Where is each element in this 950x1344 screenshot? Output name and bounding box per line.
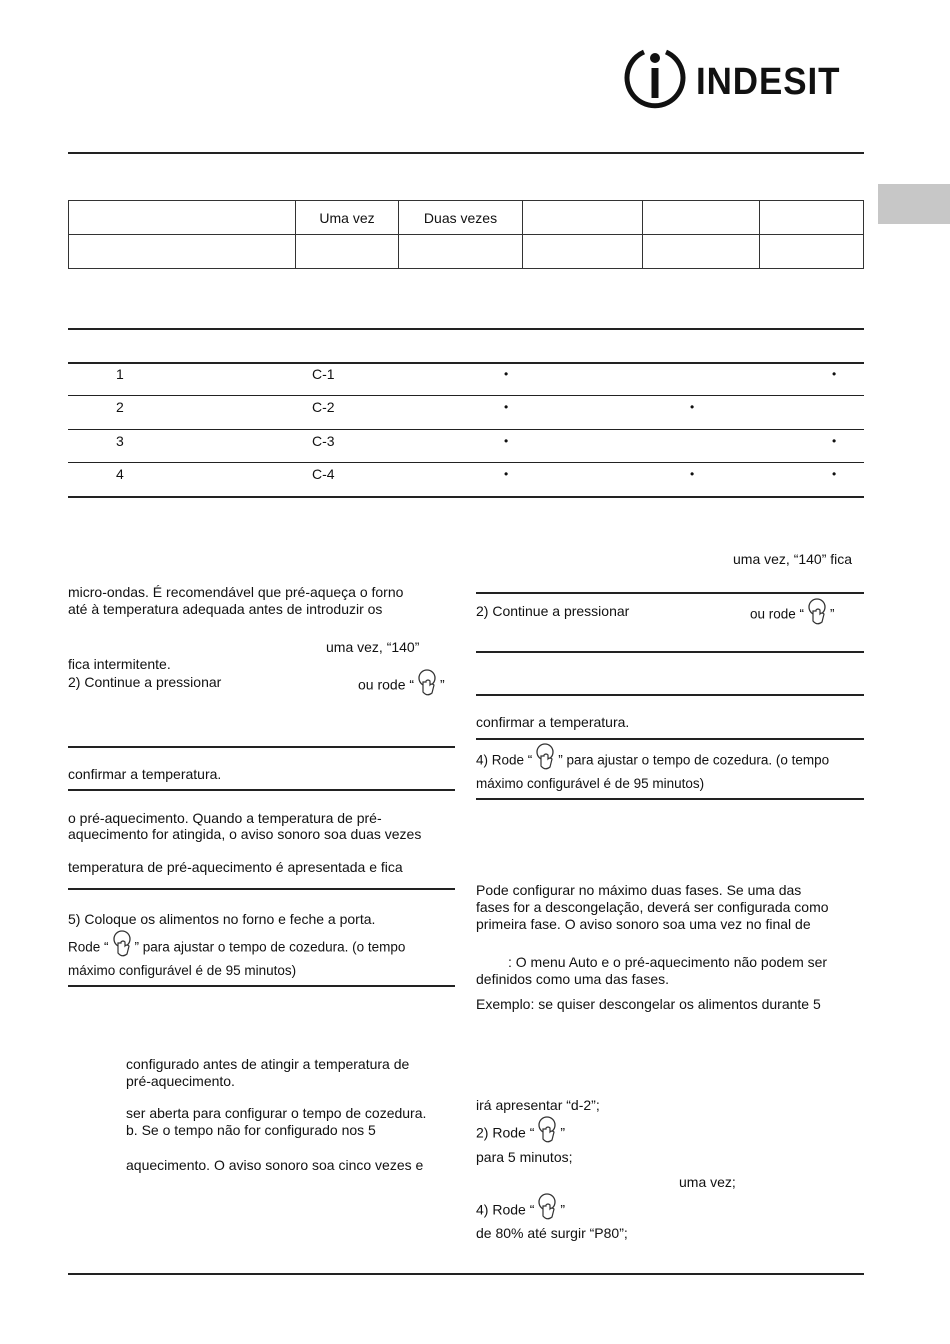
right-step2-or-rotate	[750, 603, 835, 627]
left-rotate-desc: ” para ajustar o tempo de cozedura. (o tempo	[134, 939, 406, 955]
right-step4-rotate-quote: ”	[560, 1201, 566, 1218]
auto-row-bullet: •	[690, 400, 695, 414]
right-para-line: : O menu Auto e o pré-aquecimento não podem ser	[508, 954, 828, 970]
dial-icon	[414, 668, 440, 698]
auto-row-number: 4	[116, 466, 124, 482]
left-step2-or-rotate	[358, 674, 445, 698]
brand-name: INDESIT	[696, 61, 841, 103]
left-step2-or-rotate-label: ou rode “	[358, 676, 415, 693]
right-para-line: Pode configurar no máximo duas fases. Se uma das	[476, 882, 802, 898]
left-text-line: temperatura de pré-aquecimento é apresentada e fica	[68, 859, 403, 875]
beep-table-cell	[760, 201, 864, 235]
right-para-line: primeira fase. O aviso sonoro soa uma vez no final de	[476, 916, 811, 932]
auto-row-code: C-4	[312, 466, 335, 482]
auto-table-rule	[68, 328, 864, 330]
auto-row-number: 3	[116, 433, 124, 449]
left-text-line: o pré-aquecimento. Quando a temperatura de pré-	[68, 810, 382, 826]
auto-row-bullet: •	[504, 367, 509, 381]
auto-row-number: 2	[116, 399, 124, 415]
left-step2-quote: ”	[440, 676, 445, 693]
beep-table-cell	[643, 235, 760, 269]
right-step4-desc: ” para ajustar o tempo de cozedura. (o tempo	[558, 752, 830, 768]
brand-logo	[624, 44, 864, 112]
beep-table-cell	[523, 235, 643, 269]
auto-row-bullet: •	[504, 467, 509, 481]
auto-row-bullet: •	[690, 467, 695, 481]
right-step4-rotate-label: 4) Rode “	[476, 1201, 535, 1218]
auto-row-number: 1	[116, 366, 124, 382]
right-divider	[476, 798, 864, 800]
header-rule	[68, 152, 864, 154]
right-step2-rotate-quote: ”	[560, 1124, 566, 1141]
right-divider	[476, 738, 864, 740]
left-divider	[68, 888, 455, 890]
left-text-line: uma vez, “140”	[326, 639, 420, 655]
beep-table-cell	[643, 201, 760, 235]
auto-table-rule	[68, 429, 864, 430]
right-step2-or-rotate-label: ou rode “	[750, 606, 805, 622]
beep-table-cell	[523, 201, 643, 235]
footer-rule	[68, 1273, 864, 1275]
beep-table-cell	[69, 201, 296, 235]
section-tab-marker	[878, 184, 950, 224]
auto-table-rule	[68, 496, 864, 498]
beep-table-cell	[69, 235, 296, 269]
right-step2-rotate-label: 2) Rode “	[476, 1124, 535, 1141]
right-step4-label: 4) Rode “	[476, 752, 533, 768]
left-divider	[68, 746, 455, 748]
dial-icon	[804, 597, 830, 627]
left-text-line: fica intermitente.	[68, 656, 171, 672]
auto-row-code: C-2	[312, 399, 335, 415]
right-step2-rotate	[476, 1123, 565, 1145]
auto-table-rule	[68, 395, 864, 396]
right-divider	[476, 592, 864, 594]
auto-table-rule	[68, 362, 864, 364]
left-text-line: máximo configurável é de 95 minutos)	[68, 963, 297, 978]
auto-row-bullet: •	[504, 400, 509, 414]
left-divider	[68, 985, 455, 987]
right-step-line: uma vez;	[679, 1174, 736, 1190]
left-divider	[68, 789, 455, 791]
dial-icon	[534, 1115, 560, 1145]
auto-table-rule	[68, 462, 864, 463]
left-rotate-line	[68, 937, 405, 959]
beep-table	[68, 200, 864, 269]
auto-row-code: C-3	[312, 433, 335, 449]
left-text-line: aquecimento for atingida, o aviso sonoro soa duas vezes	[68, 826, 422, 842]
right-step2-text: 2) Continue a pressionar	[476, 603, 630, 619]
left-note-line: pré-aquecimento.	[126, 1073, 235, 1089]
right-para-line: Exemplo: se quiser descongelar os alimentos durante 5	[476, 996, 821, 1012]
right-step-line: para 5 minutos;	[476, 1149, 573, 1165]
left-step5-text: 5) Coloque os alimentos no forno e feche a porta.	[68, 911, 376, 927]
right-divider	[476, 694, 864, 696]
auto-row-code: C-1	[312, 366, 335, 382]
right-step4-line	[476, 750, 829, 772]
right-step4-rotate	[476, 1200, 565, 1222]
beep-table-cell	[760, 235, 864, 269]
left-step2-text: 2) Continue a pressionar	[68, 674, 222, 690]
left-rotate-label: Rode “	[68, 939, 109, 955]
right-step-line: de 80% até surgir “P80”;	[476, 1225, 628, 1241]
left-note-line: b. Se o tempo não for configurado nos 5	[126, 1122, 376, 1138]
dial-icon	[109, 929, 135, 959]
dial-icon	[532, 742, 558, 772]
right-para-line: definidos como uma das fases.	[476, 971, 669, 987]
left-note-line: ser aberta para configurar o tempo de cozedura.	[126, 1105, 427, 1121]
right-text-line: uma vez, “140” fica	[733, 551, 853, 567]
beep-table-cell	[399, 235, 523, 269]
beep-table-cell	[296, 235, 399, 269]
right-para-line: fases for a descongelação, deverá ser configurada como	[476, 899, 829, 915]
left-note-line: aquecimento. O aviso sonoro soa cinco vezes e	[126, 1157, 424, 1173]
auto-row-bullet: •	[832, 434, 837, 448]
beep-table-cell: Duas vezes	[399, 201, 523, 235]
left-text-line: micro-ondas. É recomendável que pré-aqueça o forno	[68, 584, 404, 600]
left-text-line: confirmar a temperatura.	[68, 766, 222, 782]
auto-row-bullet: •	[832, 467, 837, 481]
left-note-line: configurado antes de atingir a temperatura de	[126, 1056, 410, 1072]
right-step-line: irá apresentar “d-2”;	[476, 1097, 600, 1113]
right-text-line: confirmar a temperatura.	[476, 714, 630, 730]
right-text-line: máximo configurável é de 95 minutos)	[476, 776, 705, 791]
auto-row-bullet: •	[504, 434, 509, 448]
right-divider	[476, 651, 864, 653]
auto-row-bullet: •	[832, 367, 837, 381]
beep-table-cell: Uma vez	[296, 201, 399, 235]
right-step2-quote: ”	[830, 606, 835, 622]
dial-icon	[534, 1192, 560, 1222]
left-text-line: até à temperatura adequada antes de introduzir os	[68, 601, 383, 617]
